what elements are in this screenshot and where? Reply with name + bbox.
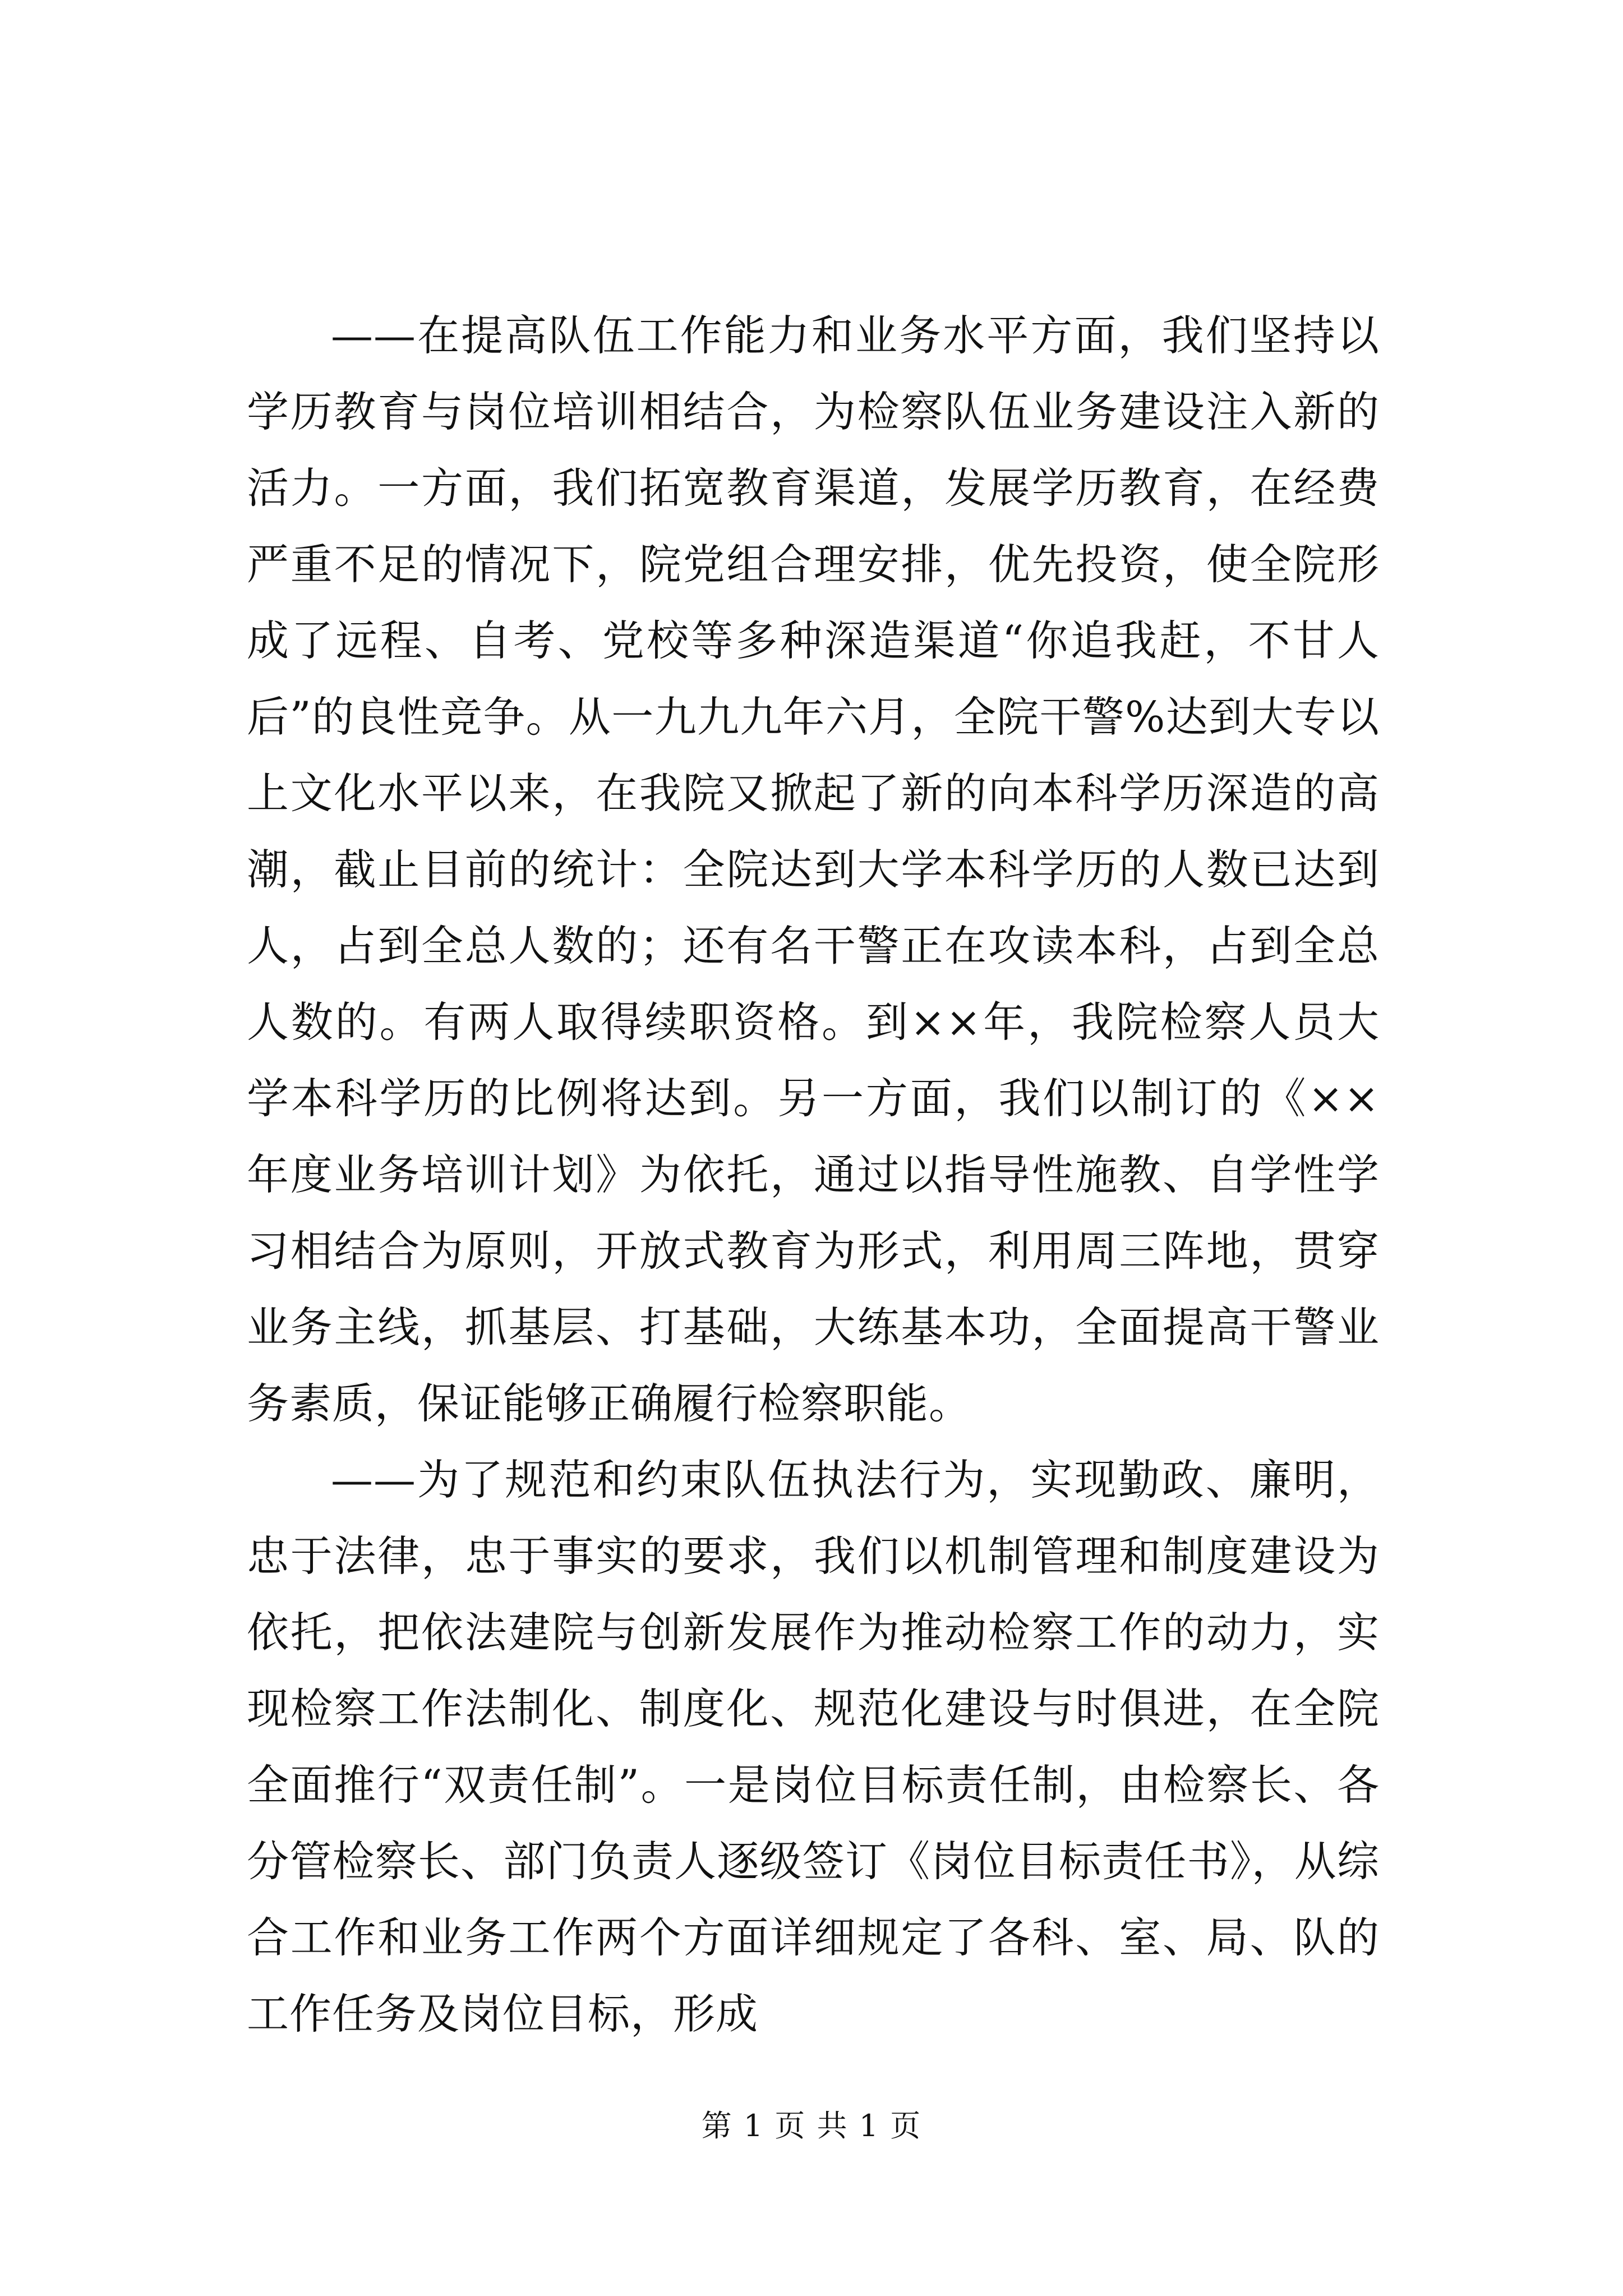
paragraph-1: ——在提高队伍工作能力和业务水平方面，我们坚持以学历教育与岗位培训相结合，为检察队伍业务建设注入新的活力。一方面，我们拓宽教育渠道，发展学历教育，在经费严重不足的情况下，院党组合理安排，优先投资，使全院形成了远程、自考、党校等多种深造渠道“你追我赶，不甘人后”的良性竞争。从一九九九年六月，全院干警%达到大专以上文化水平以来，在我院又掀起了新的向本科学历深造的高潮，截止目前的统计：全院达到大学本科学历的人数已达到人，占到全总人数的；还有名干警正在攻读本科，占到全总人数的。有两人取得续职资格。到××年，我院检察人员大学本科学历的比例将达到。另一方面，我们以制订的《××年度业务培训计划》为依托，通过以指导性施教、自学性学习相结合为原则，开放式教育为形式，利用周三阵地，贯穿业务主线，抓基层、打基础，大练基本功，全面提高干警业务素质，保证能够正确履行检察职能。 [247,311,1380,1428]
paragraph-2: ——为了规范和约束队伍执法行为，实现勤政、廉明，忠于法律，忠于事实的要求，我们以机制管理和制度建设为依托，把依法建院与创新发展作为推动检察工作的动力，实现检察工作法制化、制度化、规范化建设与时俱进，在全院全面推行“双责任制”。一是岗位目标责任制，由检察长、各分管检察长、部门负责人逐级签订《岗位目标责任书》，从综合工作和业务工作两个方面详细规定了各科、室、局、队的工作任务及岗位目标，形成 [247,1455,1380,2039]
document-body [247,297,1380,2052]
page-footer: 第 1 页 共 1 页 [701,2108,922,2143]
